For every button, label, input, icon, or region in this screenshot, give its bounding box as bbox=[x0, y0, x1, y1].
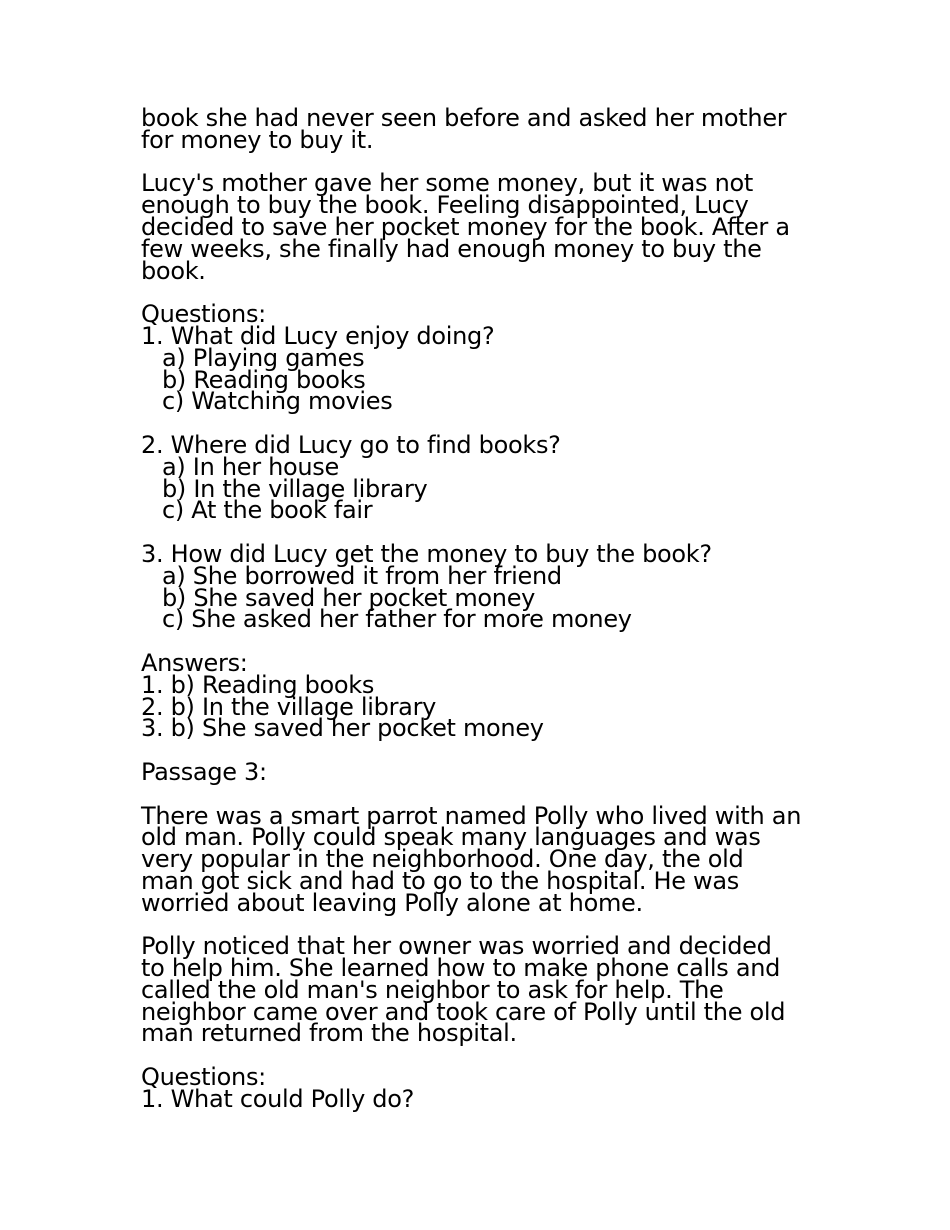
text-line: man got sick and had to go to the hospital. He was bbox=[141, 866, 739, 895]
answer-option: c) She asked her father for more money bbox=[162, 605, 632, 634]
answer-line: 3. b) She saved her pocket money bbox=[141, 714, 544, 743]
answer-option: a) In her house bbox=[162, 452, 339, 481]
question-block bbox=[141, 430, 821, 525]
text-line: neighbor came over and took care of Polly until the old bbox=[141, 997, 786, 1026]
text-line: There was a smart parrot named Polly who lived with an bbox=[141, 801, 802, 830]
questions-heading: Questions: bbox=[141, 1063, 266, 1092]
answer-option: c) At the book fair bbox=[162, 496, 373, 525]
answers-heading: Answers: bbox=[141, 648, 248, 677]
answer-option: b) Reading books bbox=[162, 365, 366, 394]
question-text: 1. What did Lucy enjoy doing? bbox=[141, 321, 495, 350]
text-line: very popular in the neighborhood. One day, the old bbox=[141, 845, 744, 874]
answer-line: 2. b) In the village library bbox=[141, 692, 437, 721]
answer-option: b) In the village library bbox=[162, 474, 428, 503]
text-line: enough to buy the book. Feeling disappointed, Lucy bbox=[141, 191, 749, 220]
passage-2-tail-paragraph bbox=[141, 104, 821, 154]
text-line: decided to save her pocket money for the book. After a bbox=[141, 212, 790, 241]
text-line: called the old man's neighbor to ask for help. The bbox=[141, 975, 724, 1004]
text-line: Polly noticed that her owner was worried and decided bbox=[141, 932, 772, 961]
text-line: worried about leaving Polly alone at home. bbox=[141, 888, 643, 917]
question-block bbox=[141, 321, 821, 416]
questions-heading: Questions: bbox=[141, 300, 266, 329]
passage-3-questions-section bbox=[141, 1063, 821, 1113]
answers-section bbox=[141, 648, 821, 743]
passage-2-paragraph-2 bbox=[141, 169, 821, 285]
text-line: for money to buy it. bbox=[141, 125, 374, 154]
answer-option: a) Playing games bbox=[162, 343, 365, 372]
document-body bbox=[141, 104, 821, 1113]
text-line: to help him. She learned how to make phone calls and bbox=[141, 954, 781, 983]
text-line: book. bbox=[141, 256, 206, 285]
questions-section bbox=[141, 300, 821, 634]
answer-line: 1. b) Reading books bbox=[141, 670, 375, 699]
text-line: few weeks, she finally had enough money to buy the bbox=[141, 234, 762, 263]
answer-option: b) She saved her pocket money bbox=[162, 583, 536, 612]
text-line: book she had never seen before and asked her mother bbox=[141, 104, 787, 132]
passage-3-title: Passage 3: bbox=[141, 757, 267, 786]
answer-option: a) She borrowed it from her friend bbox=[162, 561, 562, 590]
passage-3-paragraph-2 bbox=[141, 932, 821, 1048]
question-block bbox=[141, 539, 821, 634]
question-text: 3. How did Lucy get the money to buy the book? bbox=[141, 539, 712, 568]
question-text: 1. What could Polly do? bbox=[141, 1084, 415, 1113]
question-text: 2. Where did Lucy go to find books? bbox=[141, 430, 561, 459]
text-line: old man. Polly could speak many languages and was bbox=[141, 823, 761, 852]
text-line: man returned from the hospital. bbox=[141, 1019, 517, 1048]
text-line: Lucy's mother gave her some money, but it was not bbox=[141, 169, 753, 198]
passage-3-paragraph-1 bbox=[141, 801, 821, 917]
answer-option: c) Watching movies bbox=[162, 387, 393, 416]
